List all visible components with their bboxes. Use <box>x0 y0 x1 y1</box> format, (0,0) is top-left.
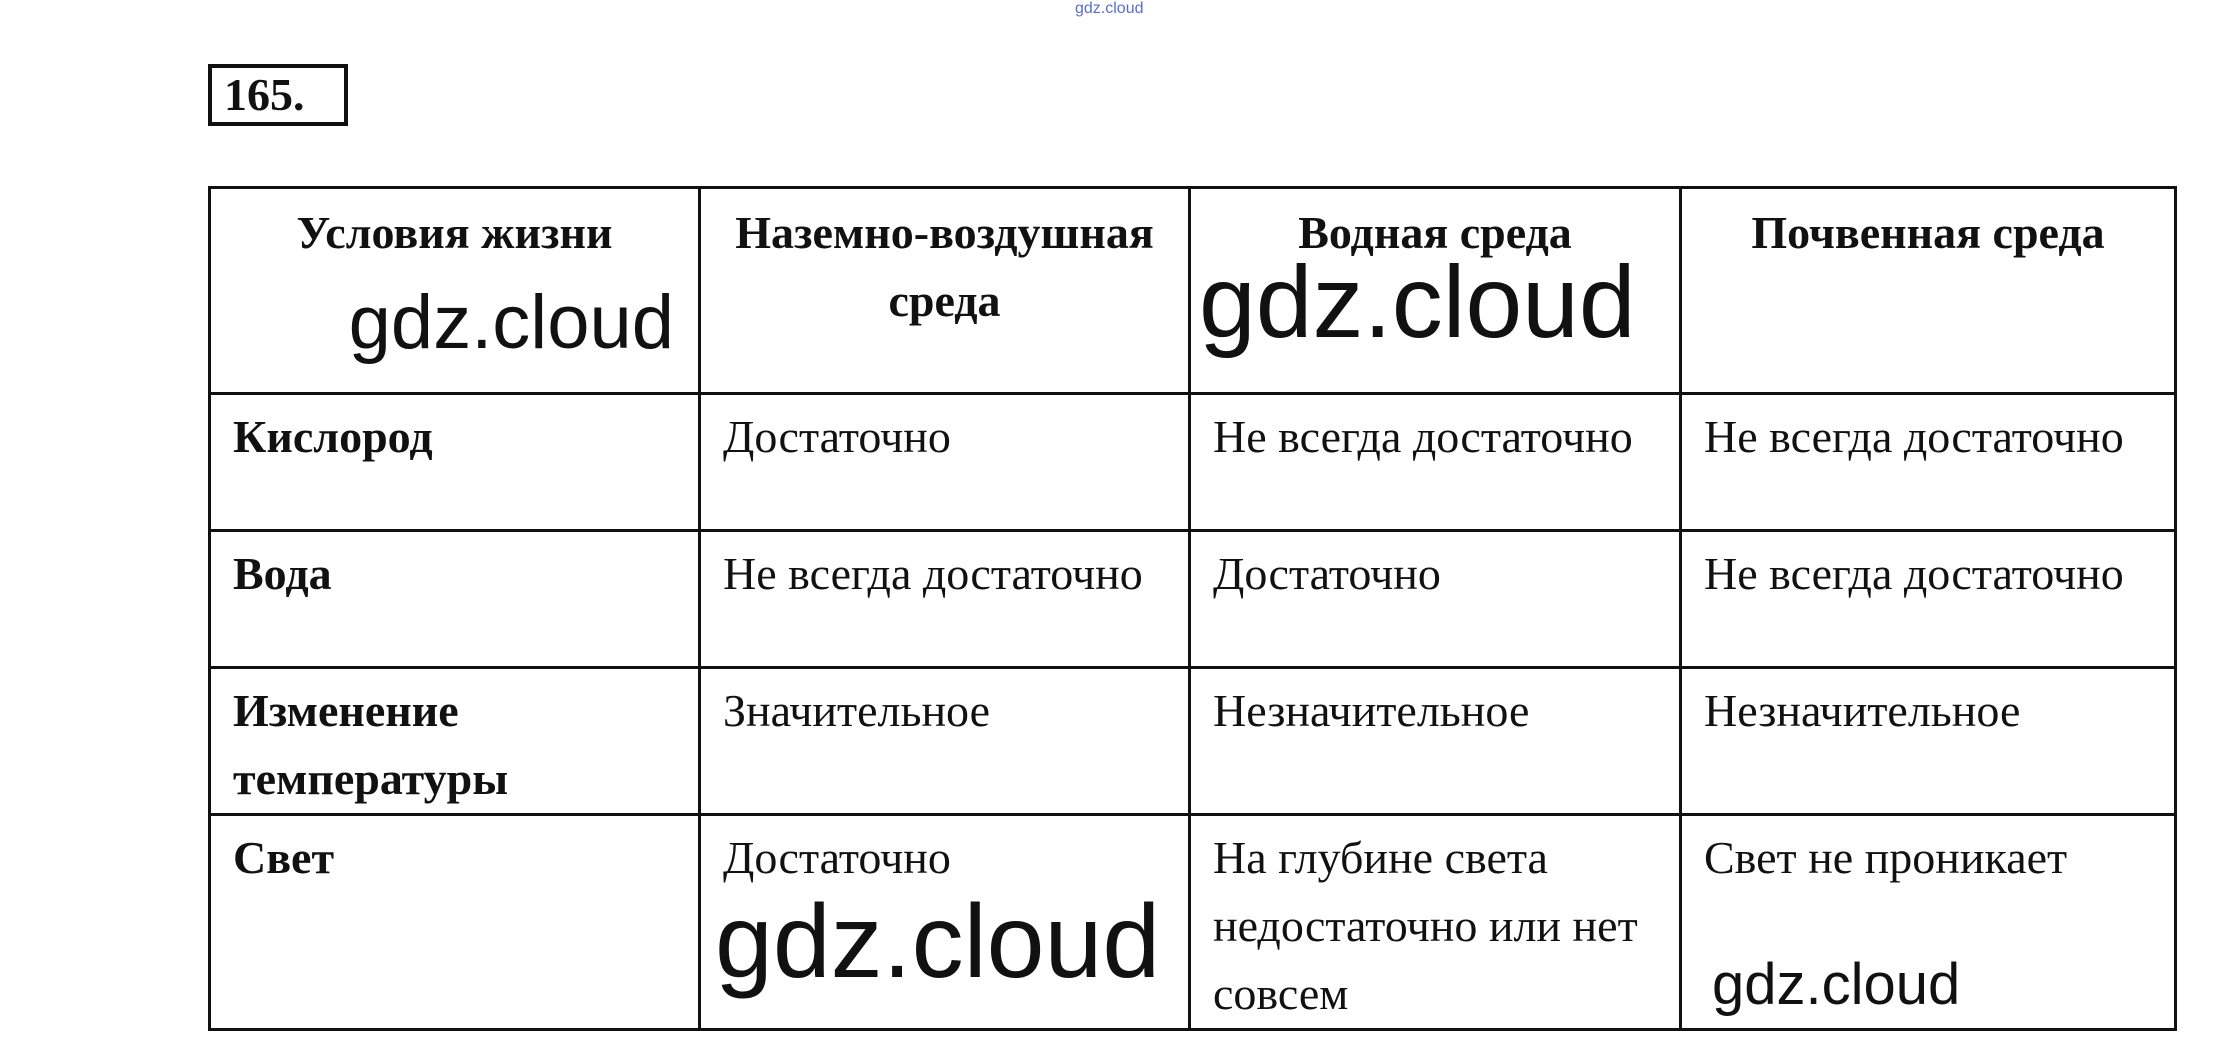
table-cell: Достаточно <box>700 394 1190 531</box>
top-watermark: gdz.cloud <box>1075 0 1144 17</box>
header-water <box>1190 188 1681 394</box>
header-label: Почвенная среда <box>1751 207 2105 258</box>
table-cell: На глубине света недостаточно или нет совсем <box>1190 815 1681 1030</box>
row-label: Изменение температуры <box>210 668 700 815</box>
header-label: Водная среда <box>1298 207 1572 258</box>
header-label: Условия жизни <box>296 207 613 258</box>
cell-text: Свет не проникает <box>1704 832 2068 883</box>
header-label: Наземно-воздушная среда <box>735 207 1154 326</box>
table-cell: Незначительное <box>1681 668 2176 815</box>
header-ground-air <box>700 188 1190 394</box>
table-cell: Достаточно <box>1190 531 1681 668</box>
watermark: gdz.cloud <box>1712 952 1961 1017</box>
table-cell: Не всегда достаточно <box>1681 531 2176 668</box>
header-soil <box>1681 188 2176 394</box>
watermark: gdz.cloud <box>715 884 1161 1000</box>
row-label: Вода <box>210 531 700 668</box>
habitat-comparison-table <box>208 186 2177 1031</box>
table-cell: Значительное <box>700 668 1190 815</box>
table-cell <box>1681 815 2176 1030</box>
table-row <box>210 394 2176 531</box>
table-cell: Не всегда достаточно <box>700 531 1190 668</box>
task-number: 165. <box>208 64 348 126</box>
header-living-conditions <box>210 188 700 394</box>
table-cell <box>700 815 1190 1030</box>
table-cell: Не всегда достаточно <box>1681 394 2176 531</box>
table-row <box>210 668 2176 815</box>
table-row <box>210 815 2176 1030</box>
table-cell: Незначительное <box>1190 668 1681 815</box>
watermark: gdz.cloud <box>348 280 674 365</box>
table-row <box>210 531 2176 668</box>
row-label: Кислород <box>210 394 700 531</box>
row-label: Свет <box>210 815 700 1030</box>
table-cell: Не всегда достаточно <box>1190 394 1681 531</box>
table-header-row <box>210 188 2176 394</box>
cell-text: Достаточно <box>723 832 951 883</box>
watermark: gdz.cloud <box>1199 245 1636 359</box>
